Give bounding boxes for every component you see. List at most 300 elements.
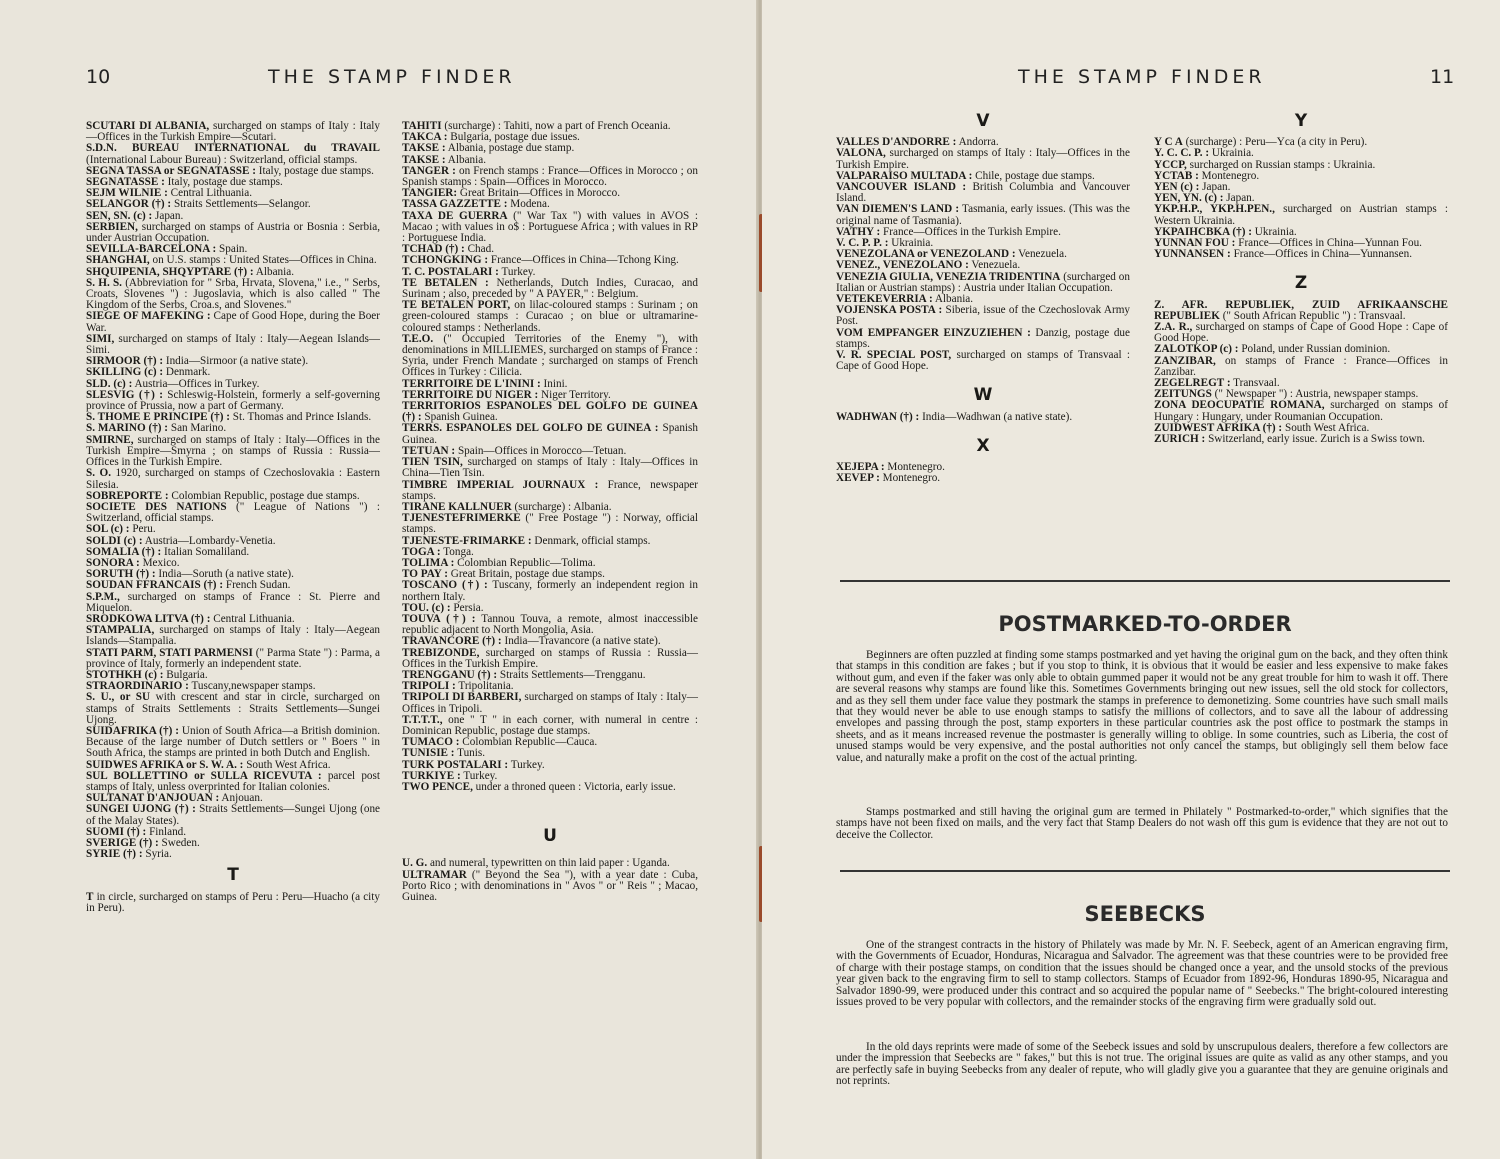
seebecks-paragraph-1: One of the strangest contracts in the history of Philately was made by Mr. N. F. Seebeck, agent of an American engraving firm, with the Governments of Ecuador, Honduras, Nicaragua and Salvador. The agreement was that these countries were to be provided free of charge with their postage stamps, on condition that the issues should be changed once a year, and the unsold stocks of the previous year given back to the engraving firm to sell to stamp collectors. Stamps of Ecuador from 1892-96, Honduras 1890-95, Nicaragua and Salvador 1890-99, were produced under this contract and so acquired the popular name of " Seebecks." The bright-coloured interesting issues proved to be very popular with collectors, and the remainder stocks of the engraving firm were gradually sold out.: [836, 939, 1448, 1009]
entry-definition: Bulgaria, postage due issues.: [447, 131, 580, 144]
postmarked-paragraph-1: Beginners are often puzzled at finding some stamps postmarked and yet having the original gum on the back, and they often think that stamps in this condition are fakes ; but if you stop to think, it is obvious that it would be easier and less expensive to make fakes without gum, and even if the faker was only able to obtain gummed paper it would not be any great trouble for him to wash it off. There are several reasons why stamps are found like this. Sometimes Governments bringing out new issues, sell the old stock for collectors, and as they sell them under face value they postmark the stamps in preference to demonetizing. Some countries have such small mails that they would never be able to use enough stamps to satisfy the millions of collectors, and to save all the labour of addressing envelopes and passing through the post, stamp exporters in these particular countries ask the post office to postmark the stamps in sheets, and as it means increased revenue the postmaster is generally willing to oblige. In some countries, such as Liberia, the cost of unused stamps would be very expensive, and the postal authorities not only cancel the stamps, but obligingly sell them below face value, and naturally make a profit on the cost of the actual printing.: [836, 649, 1448, 764]
entry-term: SOMALIA (†) :: [86, 545, 162, 558]
entry-term: STAMPALIA,: [86, 624, 155, 637]
entry-definition: surcharged on stamps of Cape of Good Hope : Cape of Good Hope.: [1154, 321, 1448, 345]
entry-term: TERRITOIRE DE L'ININI :: [402, 377, 541, 390]
glossary-entry: [836, 328, 1130, 350]
running-title: THE STAMP FINDER: [1018, 66, 1266, 88]
entry-term: TASSA GAZZETTE :: [402, 198, 508, 211]
entry-definition: (International Labour Bureau) : Switzerland, official stamps.: [86, 153, 358, 166]
entry-definition: Tonga.: [440, 545, 474, 558]
glossary-entry: [86, 390, 380, 412]
entry-definition: Syria.: [142, 848, 172, 861]
entry-column-v-x: [836, 111, 1130, 485]
entry-definition: Ukrainia.: [888, 237, 934, 250]
entry-term: TIMBRE IMPERIAL JOURNAUX :: [402, 478, 599, 491]
entry-term: STATI PARM, STATI PARMENSI: [86, 646, 253, 659]
entry-definition: Straits Settlements—Selangor.: [171, 198, 311, 211]
entry-definition: Tasmania, early issues. (This was the original name of Tasmania).: [836, 203, 1130, 227]
glossary-entry: [402, 648, 698, 670]
entry-definition: France, newspaper stamps.: [402, 478, 698, 502]
entry-term: Z. AFR. REPUBLIEK, ZUID AFRIKAANSCHE REPUBLIEK: [1154, 298, 1448, 322]
entry-definition: Austria—Offices in Turkey.: [132, 377, 260, 390]
entry-term: T.T.T.T.,: [402, 713, 443, 726]
section-letter: X: [976, 435, 990, 456]
entry-definition: Spain.: [216, 243, 248, 256]
entry-definition: one " T " in each corner, with numeral in centre : Dominican Republic, postage due stamps.: [402, 713, 698, 737]
entry-definition: surcharged on stamps of Italy : Italy—Offices in the Turkish Empire.: [836, 147, 1130, 171]
entry-term: S.P.M.,: [86, 590, 120, 603]
entry-term: SOCIETE DES NATIONS: [86, 500, 227, 513]
entry-term: SERBIEN,: [86, 220, 138, 233]
entry-term: TRENGGANU (†) :: [402, 668, 498, 681]
entry-definition: 1920, surcharged on stamps of Czechoslovakia : Eastern Silesia.: [86, 467, 380, 491]
entry-definition: on lilac-coloured stamps : Surinam ; on green-coloured stamps : Curacao ; on blue or ultramarine-coloured stamps : Netherlands.: [402, 299, 698, 334]
entry-definition: France—Offices in the Turkish Empire.: [880, 225, 1061, 238]
glossary-entry: [836, 412, 1130, 423]
entry-definition: Siberia, issue of the Czechoslovak Army Post.: [836, 304, 1130, 328]
glossary-entry: [402, 334, 698, 379]
entry-term: TURK POSTALARI :: [402, 758, 509, 771]
section-letter: Z: [1294, 273, 1308, 294]
entry-term: VALLES D'ANDORRE :: [836, 136, 957, 149]
entry-term: TOUVA (†) :: [402, 612, 476, 625]
glossary-entry: [86, 311, 380, 333]
entry-definition: (" War Tax ") with values in AVOS : Macao ; with values in o$ : Portuguese Africa ; with values in RP : Portuguese India.: [402, 209, 698, 245]
entry-term: TUNISIE :: [402, 747, 455, 760]
entry-definition: under a throned queen : Victoria, early issue.: [472, 780, 676, 793]
glossary-entry: [86, 222, 380, 244]
entry-definition: France—Offices in China—Yunnansen.: [1230, 248, 1413, 261]
entry-term: V. R. SPECIAL POST,: [836, 349, 952, 362]
entry-definition: India—Sirmoor (a native state).: [163, 355, 309, 368]
entry-definition: Venezuela.: [968, 259, 1021, 272]
entry-term: SUOMI (†) :: [86, 825, 147, 838]
entry-definition: Anjouan.: [219, 792, 263, 805]
entry-definition: Venezuela.: [1015, 248, 1067, 261]
glossary-entry: [402, 457, 698, 479]
entry-definition: Niger Territory.: [538, 388, 611, 401]
entry-term: SEJM WILNIE :: [86, 187, 168, 200]
entry-term: VETEKEVERRIA :: [836, 293, 933, 306]
glossary-entry: [836, 272, 1130, 294]
glossary-entry: [402, 166, 698, 188]
entry-definition: (" League of Nations ") : Switzerland, official stamps.: [86, 500, 381, 525]
entry-term: TO PAY :: [402, 568, 448, 581]
entry-definition: Montenegro.: [879, 472, 941, 485]
entry-definition: Colombian Republic—Tolima.: [454, 556, 596, 569]
entry-definition: Chile, postage due stamps.: [972, 169, 1095, 182]
entry-definition: Italy, postage due stamps.: [164, 176, 283, 189]
entry-term: SOLDI (c) :: [86, 534, 143, 547]
glossary-entry: [402, 513, 698, 535]
entry-term: ZUIDWEST AFRIKA (†) :: [1154, 421, 1283, 434]
entry-definition: Montenegro.: [884, 461, 945, 474]
entry-definition: (Abbreviation for " Srba, Hrvata, Slovena," i.e., " Serbs, Croats, Slovenes ") : Jugoslavia, which is also called " The Kingdom of the Serbs, Croa.s, and Slovenes.": [86, 276, 380, 312]
entry-term: TOSCANO (†) :: [402, 579, 488, 592]
entry-definition: France—Offices in China—Tchong King.: [488, 254, 679, 267]
section-letter: U: [543, 826, 557, 847]
entry-term: TE BETALEN PORT,: [402, 299, 511, 312]
glossary-entry: [86, 625, 380, 647]
entry-definition: Danzig, postage due stamps.: [836, 326, 1130, 350]
entry-term: TERRITORIOS ESPANOLES DEL GOLFO DE GUINEA (†) :: [402, 400, 698, 424]
entry-definition: Schleswig-Holstein, formerly a self-governing province of Prussia, now a part of Germany.: [86, 388, 380, 413]
entry-definition: Persia.: [450, 601, 484, 614]
entry-term: VANCOUVER ISLAND :: [836, 181, 967, 194]
entry-definition: Albania.: [932, 293, 974, 306]
section-title-seebecks: SEEBECKS: [1084, 902, 1206, 926]
entry-definition: Tripolitania.: [455, 680, 514, 693]
entry-term: TJENESTEFRIMERKE: [402, 512, 521, 525]
entry-term: TANGIER:: [402, 187, 458, 200]
entry-term: VATHY :: [836, 225, 881, 238]
entry-definition: Peru.: [129, 523, 156, 536]
glossary-entry: [86, 849, 380, 860]
glossary-entry: [402, 423, 698, 445]
entry-definition: Spain—Offices in Morocco—Tetuan.: [455, 444, 627, 457]
entry-definition: (" Beyond the Sea "), with a year date : Cuba, Porto Rico ; with denominations in " Avos " or " Reis " ; Macao, Guinea.: [402, 868, 698, 903]
entry-definition: Central Lithuania.: [167, 187, 253, 200]
entry-term: ZONA DEOCUPATIE ROMANA,: [1154, 399, 1325, 412]
entry-column-t-u: [402, 121, 698, 903]
section-divider: [840, 870, 1450, 872]
entry-definition: Great Britain—Offices in Morocco.: [457, 187, 621, 200]
entry-term: TURKIYE :: [402, 769, 461, 782]
entry-definition: Ukrainia.: [1209, 147, 1254, 160]
entry-definition: Turkey.: [508, 758, 545, 771]
page-number: 11: [1430, 66, 1455, 88]
glossary-entry: [836, 204, 1130, 226]
entry-definition: Turkey.: [460, 769, 498, 782]
glossary-entry: [86, 892, 380, 914]
entry-definition: (" Free Postage ") : Norway, official stamps.: [402, 512, 698, 536]
entry-definition: Montenegro.: [1198, 169, 1260, 182]
entry-definition: surcharged on Russian stamps : Ukrainia.: [1186, 158, 1376, 171]
entry-definition: Chad.: [464, 243, 494, 256]
glossary-entry: [1154, 400, 1448, 422]
entry-definition: St. Thomas and Prince Islands.: [230, 411, 372, 424]
entry-term: WADHWAN (†) :: [836, 410, 920, 423]
postmarked-paragraph-2: Stamps postmarked and still having the original gum are termed in Philately " Postmarked-to-order," which signifies that the stamps have not been fixed on mails, and the very fact that Stamp Dealers do not wash off this gum is evidence that they are not out to deceive the Collector.: [836, 806, 1448, 841]
entry-definition: (surcharged on Italian or Austrian stamps) : Austria under Italian Occupation.: [836, 270, 1130, 294]
entry-term: TRAVANCORE (†) :: [402, 635, 502, 648]
entry-definition: (" South African Republic ") : Transvaal.: [1219, 309, 1406, 322]
glossary-entry: [86, 726, 380, 760]
entry-term: STRAORDINARIO :: [86, 680, 189, 693]
entry-definition: India—Travancore (a native state).: [501, 635, 661, 648]
entry-term: YUNNAN FOU :: [1154, 237, 1236, 250]
glossary-entry: [402, 480, 698, 502]
glossary-entry: [402, 580, 698, 602]
entry-term: SIRMOOR (†) :: [86, 355, 164, 368]
glossary-entry: [836, 473, 1130, 484]
entry-term: VENEZ., VENEZOLANO :: [836, 259, 969, 272]
glossary-entry: [86, 334, 380, 356]
entry-term: SELANGOR (†) :: [86, 198, 172, 211]
entry-definition: (" Occupied Territories of the Enemy "), with denominations in MILLIEMES, surcharged on stamps of France : Syria, under French Mandate ; surcharged on stamps of French Offices in Turkey : Cilicia.: [402, 332, 698, 379]
glossary-entry: [86, 278, 380, 312]
entry-definition: Mexico.: [139, 556, 180, 569]
entry-term: TIRANE KALLNUER: [402, 500, 512, 513]
glossary-entry: [402, 401, 698, 423]
entry-definition: Andorra.: [956, 136, 999, 149]
entry-term: ZEGELREGT :: [1154, 377, 1231, 390]
glossary-entry: [86, 435, 380, 469]
entry-definition: surcharged on stamps of Italy : Italy—Offices in China—Tien Tsin.: [402, 456, 698, 480]
entry-definition: South West Africa.: [243, 758, 331, 771]
entry-term: SEVILLA-BARCELONA :: [86, 243, 217, 256]
entry-term: SHANGHAI,: [86, 254, 150, 267]
glossary-entry: [402, 782, 698, 793]
entry-term: YEN (c) :: [1154, 181, 1200, 194]
entry-definition: Tunis.: [454, 747, 486, 760]
entry-term: TRIPOLI DI BARBERI,: [402, 691, 522, 704]
entry-term: SORUTH (†) :: [86, 568, 156, 581]
section-title-postmarked: POSTMARKED-TO-ORDER: [998, 612, 1292, 636]
entry-term: TJENESTE-FRIMARKE :: [402, 534, 532, 547]
entry-definition: Japan.: [1223, 192, 1255, 205]
entry-term: TAKSE :: [402, 142, 446, 155]
entry-term: TCHAD (†) :: [402, 243, 465, 256]
entry-term: TRIPOLI :: [402, 680, 456, 693]
entry-term: SLESVIG (†) :: [86, 388, 163, 401]
entry-definition: French Sudan.: [223, 579, 291, 592]
entry-term: STOTHKH (c) :: [86, 668, 164, 681]
glossary-entry: [86, 121, 380, 143]
entry-definition: Central Lithuania.: [210, 612, 295, 625]
entry-term: TUMACO :: [402, 736, 460, 749]
entry-column-s-t: [86, 121, 380, 914]
entry-definition: on stamps of France : France—Offices in Zanzibar.: [1154, 354, 1448, 378]
glossary-entry: [836, 182, 1130, 204]
glossary-entry: [86, 468, 380, 490]
entry-term: SUNGEI UJONG (†) :: [86, 803, 196, 816]
entry-definition: Finland.: [146, 825, 187, 838]
entry-definition: surcharged on stamps of France : St. Pierre and Miquelon.: [86, 590, 380, 614]
entry-term: ZEITUNGS: [1154, 388, 1212, 401]
entry-definition: surcharged on stamps of Italy : Italy—Offices in the Turkish Empire—Smyrna ; on stamps of Russia : Russia—Offices in the Turkish Empire.: [86, 433, 380, 469]
entry-definition: Albania.: [445, 153, 487, 166]
glossary-entry: [86, 502, 380, 524]
entry-term: TOLIMA :: [402, 556, 455, 569]
entry-term: Y. C. C. P. :: [1154, 147, 1210, 160]
entry-term: VENEZIA GIULIA, VENEZIA TRIDENTINA: [836, 270, 1061, 283]
entry-term: VOM EMPFANGER EINZUZIEHEN :: [836, 326, 1031, 339]
entry-term: T: [86, 890, 94, 903]
entry-definition: Turkey.: [498, 265, 536, 278]
glossary-entry: [402, 692, 698, 714]
entry-definition: parcel post stamps of Italy, unless overprinted for Italian colonies.: [86, 769, 380, 793]
entry-definition: with crescent and star in circle, surcharged on stamps of Straits Settlements : Straits Settlements—Sungei Ujong.: [86, 691, 380, 726]
glossary-entry: [86, 692, 380, 726]
entry-definition: Inini.: [540, 377, 568, 390]
entry-term: TAKCA :: [402, 131, 448, 144]
glossary-entry: [86, 771, 380, 793]
entry-term: TCHONGKING :: [402, 254, 489, 267]
entry-term: YKP.H.P., YKP.H.PEN.,: [1154, 203, 1275, 216]
entry-definition: Cape of Good Hope, during the Boer War.: [86, 310, 380, 334]
section-letter: T: [227, 865, 239, 886]
entry-term: SKILLING (c) :: [86, 366, 164, 379]
entry-term: TAKSE :: [402, 153, 446, 166]
entry-term: SEN, SN. (c) :: [86, 209, 153, 222]
entry-definition: surcharged on stamps of Austria or Bosnia : Serbia, under Austrian Occupation.: [86, 220, 380, 245]
entry-definition: on U.S. stamps : United States—Offices in China.: [149, 254, 377, 267]
entry-definition: surcharged on stamps of Italy : Italy—Aegean Islands—Stampalia.: [86, 624, 380, 648]
entry-term: Z.A. R.,: [1154, 321, 1193, 334]
entry-term: SUL BOLLETTINO or SULLA RICEVUTA :: [86, 769, 322, 782]
entry-definition: surcharged on stamps of Italy : Italy—Aegean Islands—Simi.: [86, 332, 380, 357]
entry-definition: Italian Somaliland.: [161, 545, 250, 558]
running-title: THE STAMP FINDER: [268, 66, 516, 88]
entry-definition: Denmark.: [163, 366, 211, 379]
entry-term: SHQUIPENIA, SHQYPTARE (†) :: [86, 265, 254, 278]
entry-term: ZANZIBAR,: [1154, 354, 1216, 367]
entry-definition: Albania, postage due stamp.: [445, 142, 575, 155]
entry-term: YCTAB :: [1154, 169, 1199, 182]
entry-term: T.E.O.: [402, 332, 434, 345]
entry-term: SUIDWES AFRIKA or S. W. A. :: [86, 758, 244, 771]
entry-definition: Straits Settlements—Trengganu.: [497, 668, 646, 681]
entry-term: VOJENSKA POSTA :: [836, 304, 943, 317]
entry-term: VALONA,: [836, 147, 886, 160]
glossary-entry: [402, 211, 698, 245]
entry-term: TETUAN :: [402, 444, 456, 457]
section-letter: V: [976, 111, 990, 131]
glossary-entry: [402, 870, 698, 904]
entry-definition: Japan.: [1199, 181, 1231, 194]
entry-term: YUNNANSEN :: [1154, 248, 1231, 261]
entry-definition: Italy, postage due stamps.: [255, 164, 374, 177]
entry-definition: Denmark, official stamps.: [531, 534, 651, 547]
entry-definition: surcharged on stamps of Russia : Russia—Offices in the Turkish Empire.: [402, 646, 698, 670]
entry-definition: Switzerland, early issue. Zurich is a Swiss town.: [1205, 433, 1425, 446]
entry-definition: (surcharge) : Tahiti, now a part of French Oceania.: [441, 120, 671, 132]
entry-term: TANGER :: [402, 164, 456, 177]
entry-term: U. G.: [402, 857, 428, 870]
entry-definition: Transvaal.: [1230, 377, 1280, 390]
entry-definition: and numeral, typewritten on thin laid paper : Uganda.: [427, 857, 670, 870]
entry-definition: South West Africa.: [1282, 421, 1370, 434]
entry-term: S. U., or SU: [86, 691, 151, 704]
entry-term: SIMI,: [86, 332, 115, 345]
entry-definition: Poland, under Russian dominion.: [1238, 343, 1391, 356]
glossary-entry: [836, 148, 1130, 170]
entry-definition: Austria—Lombardy-Venetia.: [142, 534, 276, 547]
entry-term: SOBREPORTE :: [86, 489, 169, 502]
entry-definition: on French stamps : France—Offices in Morocco ; on Spanish stamps : Spain—Offices in Morocco.: [402, 164, 698, 189]
entry-term: TERRS. ESPANOLES DEL GOLFO DE GUINEA :: [402, 422, 659, 435]
entry-definition: Tannou Touva, a remote, almost inaccessible republic adjacent to North Mongolia, Asia.: [402, 612, 698, 637]
entry-definition: British Columbia and Vancouver Island.: [836, 181, 1130, 205]
entry-term: SYRIE (†) :: [86, 848, 143, 861]
section-divider: [840, 580, 1450, 582]
entry-term: TWO PENCE,: [402, 780, 473, 793]
entry-definition: surcharged on stamps of Italy : Italy—Offices in Tripoli.: [402, 691, 698, 715]
entry-definition: Spanish Guinea.: [402, 422, 698, 446]
entry-term: SOL (c) :: [86, 523, 130, 536]
entry-term: ZALOTKOP (c) :: [1154, 343, 1239, 356]
entry-definition: (surcharge) : Peru—Yca (a city in Peru).: [1182, 136, 1368, 149]
entry-term: TERRITOIRE DU NIGER :: [402, 388, 539, 401]
glossary-entry: [1154, 249, 1448, 260]
entry-term: VENEZOLANA or VENEZOLAND :: [836, 248, 1016, 261]
entry-term: ZURICH :: [1154, 433, 1206, 446]
entry-definition: Union of South Africa—a British dominion. Because of the large number of Dutch settlers or " Boers " in South Africa, the stamps are printed in both Dutch and English.: [86, 724, 381, 760]
entry-definition: Japan.: [152, 209, 184, 222]
glossary-entry: [1154, 434, 1448, 445]
entry-definition: Straits Settlements—Sungei Ujong (one of the Malay States).: [86, 803, 381, 827]
entry-definition: Ukrainia.: [1252, 225, 1297, 238]
entry-definition: (surcharge) : Albania.: [511, 500, 612, 513]
entry-definition: India—Wadhwan (a native state).: [919, 410, 1073, 423]
entry-definition: Sweden.: [158, 837, 200, 849]
entry-term: TAXA DE GUERRA: [402, 209, 508, 222]
entry-term: YCCP,: [1154, 158, 1187, 171]
entry-term: XEJEPA :: [836, 461, 885, 474]
entry-definition: Albania.: [253, 265, 295, 278]
entry-term: TE BETALEN :: [402, 276, 489, 289]
entry-term: VAN DIEMEN'S LAND :: [836, 203, 960, 216]
glossary-entry: [836, 350, 1130, 372]
entry-definition: surcharged on stamps of Italy : Italy—Offices in the Turkish Empire—Scutari.: [86, 120, 380, 144]
glossary-entry: [402, 278, 698, 300]
entry-term: SLD. (c) :: [86, 377, 133, 390]
entry-term: YKPAIHCBKA (†) :: [1154, 225, 1252, 238]
entry-definition: (" Parma State ") : Parma, a province of Italy, formerly an independent state.: [86, 646, 380, 670]
entry-term: SEGNA TASSA or SEGNATASSE :: [86, 164, 256, 177]
glossary-entry: [1154, 204, 1448, 226]
entry-definition: in circle, surcharged on stamps of Peru : Peru—Huacho (a city in Peru).: [86, 890, 380, 914]
seebecks-paragraph-2: In the old days reprints were made of some of the Seebeck issues and sold by unscrupulous dealers, therefore a few collectors are under the impression that Seebecks are " fakes," but this is not true. The original issues are quite as valid as any other stamps, and you are perfectly safe in buying Seebecks from any dealer of repute, who will gladly give you a guarantee that they are genuine originals and not reprints.: [836, 1041, 1448, 1088]
entry-definition: surcharged on stamps of Transvaal : Cape of Good Hope.: [836, 349, 1130, 373]
glossary-entry: [86, 648, 380, 670]
entry-term: ULTRAMAR: [402, 868, 467, 881]
entry-term: SCUTARI DI ALBANIA,: [86, 120, 210, 132]
entry-definition: surcharged on Austrian stamps : Western Ukrainia.: [1154, 203, 1448, 227]
page-number: 10: [86, 66, 111, 88]
entry-definition: Netherlands, Dutch Indies, Curacao, and Surinam ; also, preceded by " A PAYER," : Belgium.: [402, 276, 698, 301]
glossary-entry: [836, 305, 1130, 327]
entry-term: SONORA :: [86, 556, 140, 569]
entry-definition: Tuscany,newspaper stamps.: [188, 680, 316, 693]
entry-term: S. MARINO (†) :: [86, 422, 169, 435]
entry-term: SULTANAT D'ANJOUAN :: [86, 792, 220, 805]
entry-term: Y C A: [1154, 136, 1183, 149]
entry-term: TOGA :: [402, 545, 441, 558]
entry-term: VALPARAISO MULTADA :: [836, 169, 973, 182]
entry-term: S.D.N. BUREAU INTERNATIONAL du TRAVAIL: [86, 142, 380, 155]
entry-definition: Modena.: [507, 198, 550, 211]
entry-definition: San Marino.: [168, 422, 227, 435]
glossary-entry: [1154, 300, 1448, 322]
glossary-entry: [1154, 356, 1448, 378]
entry-definition: (" Newspaper ") : Austria, newspaper stamps.: [1211, 388, 1419, 401]
entry-term: SMIRNE,: [86, 433, 134, 446]
entry-term: SEGNATASSE :: [86, 176, 165, 189]
entry-term: XEVEP :: [836, 472, 880, 485]
entry-term: T. C. POSTALARI :: [402, 265, 499, 278]
entry-term: TAHITI: [402, 120, 442, 132]
entry-term: SRODKOWA LITVA (†) :: [86, 612, 211, 625]
entry-definition: Tuscany, formerly an independent region in northern Italy.: [402, 579, 698, 603]
glossary-entry: [402, 614, 698, 636]
entry-definition: Colombian Republic—Cauca.: [459, 736, 598, 749]
entry-term: S. THOME E PRINCIPE (†) :: [86, 411, 230, 424]
entry-term: YEN, YN. (c) :: [1154, 192, 1224, 205]
section-letter: W: [973, 385, 993, 406]
